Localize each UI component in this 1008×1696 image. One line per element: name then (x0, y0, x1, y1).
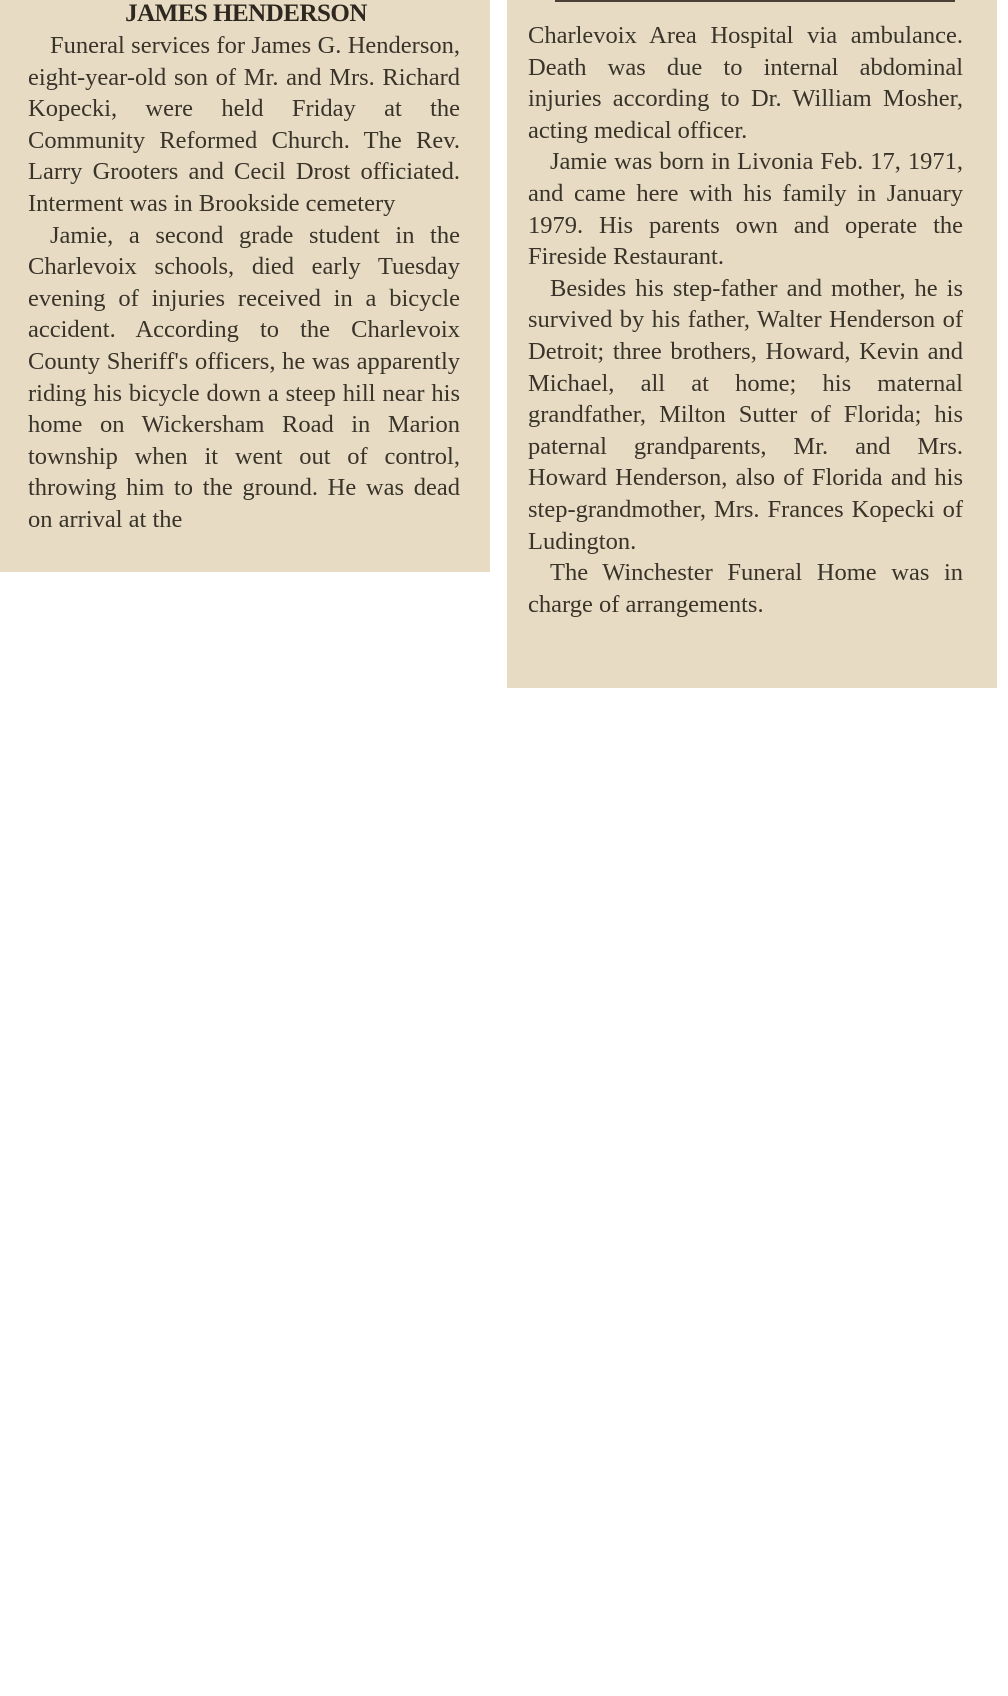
right-paragraph-4: The Winchester Funeral Home was in charge of arrangements. (528, 559, 963, 618)
right-paragraph-3: Besides his step-father and mother, he is survived by his father, Walter Henderson of Detroit; three brothers, Howard, Kevin and Michael, all at home; his maternal grandfather, Milton Sutter of Florida; his paternal grandparents, Mr. and Mrs. Howard Henderson, also of Florida and his step-grandmother, Mrs. Frances Kopecki of Ludington. (528, 274, 963, 555)
obituary-headline: JAMES HENDERSON (125, 0, 367, 27)
clipping-right-column (507, 0, 997, 688)
clipping-left-column (0, 0, 490, 572)
left-paragraph-1: Funeral services for James G. Henderson, eight-year-old son of Mr. and Mrs. Richard Kopecki, were held Friday at the Community Reformed Church. The Rev. Larry Grooters and Cecil Drost officiated. Interment was in Brookside cemetery (28, 32, 460, 217)
column-top-rule (555, 0, 955, 2)
right-paragraph-1: Charlevoix Area Hospital via ambulance. Death was due to internal abdominal injuries according to Dr. William Mosher, acting medical officer. (528, 22, 963, 144)
right-paragraph-2: Jamie was born in Livonia Feb. 17, 1971, and came here with his family in January 1979. His parents own and operate the Fireside Restaurant. (528, 148, 963, 271)
left-paragraph-2: Jamie, a second grade student in the Charlevoix schools, died early Tuesday evening of injuries received in a bicycle accident. According to the Charlevoix County Sheriff's officers, he was apparently riding his bicycle down a steep hill near his home on Wickersham Road in Marion township when it went out of control, throwing him to the ground. He was dead on arrival at the (28, 221, 460, 533)
